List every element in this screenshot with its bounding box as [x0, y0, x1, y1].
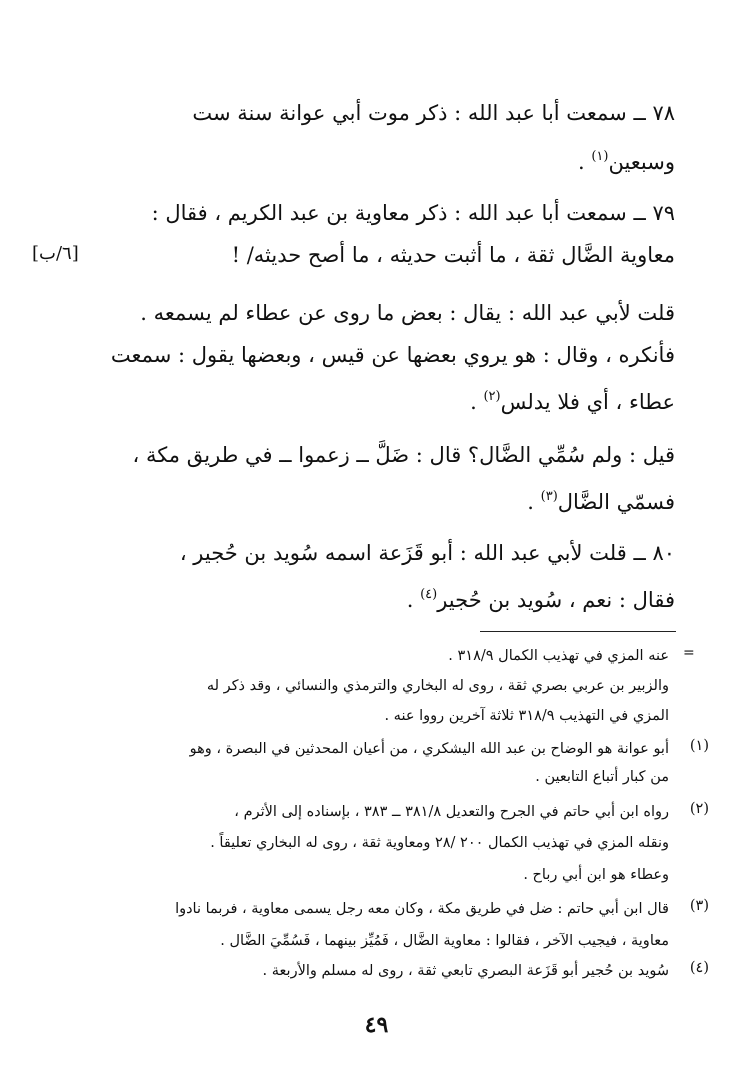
footnote-1-line-2: من كبار أتباع التابعين .	[535, 769, 669, 785]
footnote-1-line-1: أبو عوانة هو الوضاح بن عبد الله اليشكري ، من أعيان المحدثين في البصرة ، وهو	[189, 741, 669, 757]
question-1-line-1: قلت لأبي عبد الله : يقال : بعض ما روى عن عطاء لم يسمعه .	[140, 301, 675, 325]
period: .	[577, 150, 585, 174]
footnote-ref-4: (٤)	[420, 587, 438, 602]
period: .	[470, 390, 477, 414]
footnote-continued-line-3: المزي في التهذيب ٣١٨/٩ ثلاثة آخرين رووا عنه .	[384, 708, 669, 724]
paragraph-78-line-2	[75, 142, 675, 177]
question-2-text: فسمّي الضَّال	[557, 490, 675, 514]
footnote-continued-line-2: والزبير بن عربي بصري ثقة ، روى له البخاري والترمذي والنسائي ، وقد ذكر له	[206, 678, 669, 694]
footnote-4-line-1: سُويد بن حُجير أبو قَزَعة البصري تابعي ثقة ، روى له مسلم والأربعة .	[262, 963, 669, 979]
footnote-2-line-2: ونقله المزي في تهذيب الكمال ٢٠٠ /٢٨ ومعاوية ثقة ، روى له البخاري تعليقاً .	[210, 835, 669, 851]
paragraph-79-line-2: معاوية الضَّال ثقة ، ما أثبت حديثه ، ما أصح حديثه/ !	[231, 243, 675, 267]
paragraph-80-text: فقال : نعم ، سُويد بن حُجير	[437, 588, 675, 612]
paragraph-78-line-1: ٧٨ ــ سمعت أبا عبد الله : ذكر موت أبي عوانة سنة ست	[192, 101, 675, 125]
footnote-3-number: (٣)	[689, 898, 709, 914]
footnote-separator	[480, 631, 676, 632]
footnote-2-line-1: رواه ابن أبي حاتم في الجرح والتعديل ٣٨١/٨ ــ ٣٨٣ ، بإسناده إلى الأثرم ،	[234, 804, 669, 820]
footnote-ref-3: (٣)	[540, 489, 558, 504]
footnote-2-number: (٢)	[689, 801, 709, 817]
paragraph-80-line-1: ٨٠ ــ قلت لأبي عبد الله : أبو قَزَعة اسمه سُويد بن حُجير ،	[179, 541, 675, 565]
period: .	[406, 588, 414, 612]
question-2-line-1: قيل : ولم سُمِّي الضَّال؟ قال : ضَلَّ ــ زعموا ــ في طريق مكة ،	[132, 443, 675, 467]
paragraph-78-text: وسبعين	[608, 150, 675, 174]
footnote-4-number: (٤)	[689, 960, 709, 976]
question-1-line-3	[75, 382, 675, 417]
footnote-continued-line-1: عنه المزي في تهذيب الكمال ٣١٨/٩ .	[448, 648, 669, 664]
paragraph-80-line-2	[75, 580, 675, 615]
footnote-ref-2: (٢)	[483, 389, 501, 404]
footnote-2-line-3: وعطاء هو ابن أبي رباح .	[523, 867, 669, 883]
footnote-3-line-2: معاوية ، فيجيب الآخر ، فقالوا : معاوية الضَّال ، فَمُيِّز بينهما ، فَسُمِّيَ الضَّال .	[220, 933, 669, 949]
manuscript-folio-ref: [٦/ب]	[32, 243, 79, 264]
paragraph-79-line-1: ٧٩ ــ سمعت أبا عبد الله : ذكر معاوية بن عبد الكريم ، فقال :	[151, 201, 675, 225]
page-number: ٤٩	[364, 1012, 389, 1038]
question-1-text: عطاء ، أي فلا يدلس	[500, 390, 675, 414]
question-2-line-2	[75, 482, 675, 517]
footnote-3-line-1: قال ابن أبي حاتم : ضل في طريق مكة ، وكان معه رجل يسمى معاوية ، فربما نادوا	[175, 901, 669, 917]
question-1-line-2: فأنكره ، وقال : هو يروي بعضها عن قيس ، وبعضها يقول : سمعت	[110, 343, 675, 367]
continuation-marker: =	[683, 645, 695, 661]
footnote-ref-1: (١)	[591, 149, 609, 164]
footnote-1-number: (١)	[689, 738, 709, 754]
period: .	[527, 490, 534, 514]
